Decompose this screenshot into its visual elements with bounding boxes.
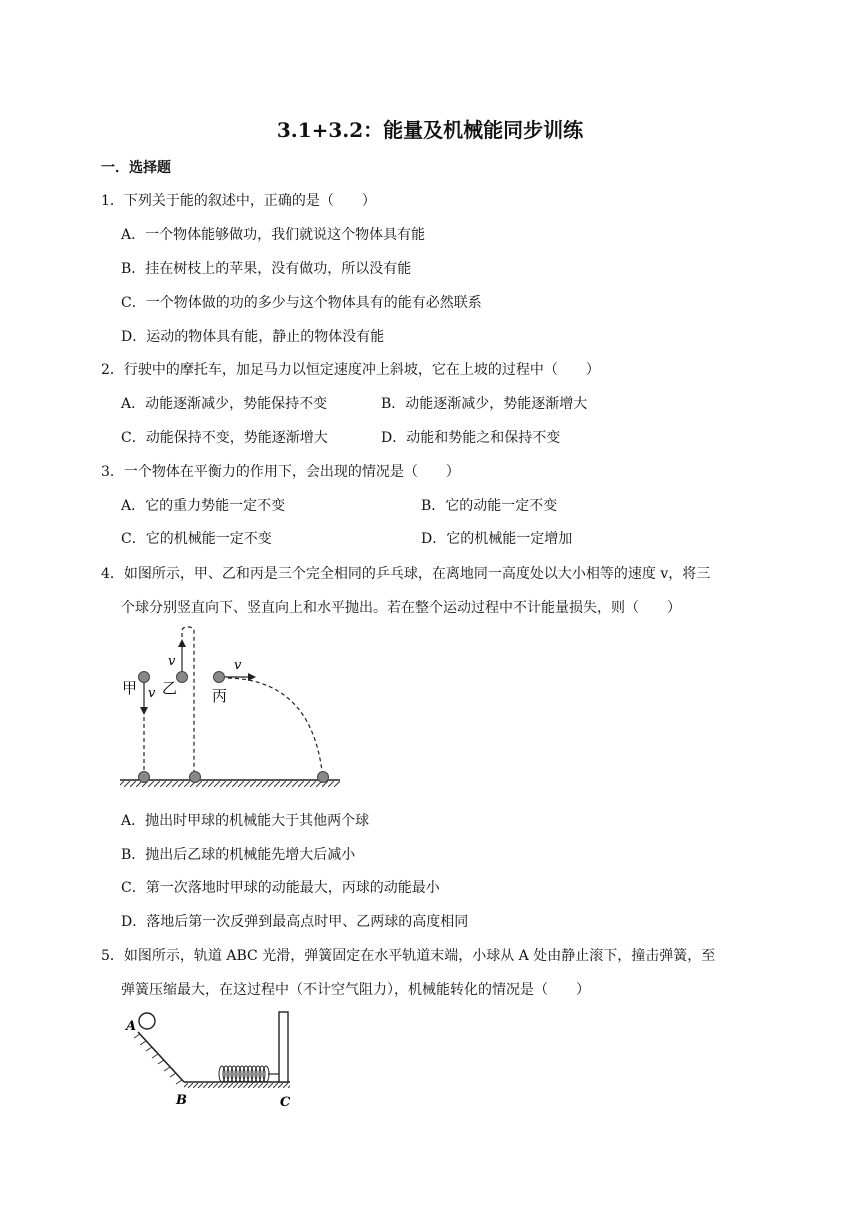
question-1 [101, 190, 376, 210]
ball-yi-ground [190, 772, 201, 783]
ball-bing-ground [318, 772, 329, 783]
slope-hatch [134, 1034, 182, 1084]
question-2 [101, 359, 600, 379]
q2-option-a: A．动能逐渐减少，势能保持不变 [121, 396, 328, 412]
question-number: 4． [101, 566, 124, 582]
spring [219, 1066, 269, 1082]
question-stem: 如图所示，轨道 ABC 光滑，弹簧固定在水平轨道末端，小球从 A 处由静止滚下，撞击弹簧，至 [123, 948, 716, 964]
question-number: 3． [101, 464, 124, 480]
q2-option-c: C．动能保持不变，势能逐渐增大 [121, 430, 328, 446]
question-4-line-1 [101, 563, 710, 583]
question-stem: 一个物体在平衡力的作用下，会出现的情况是（ ） [123, 464, 460, 480]
label-jia: 甲 [122, 679, 138, 697]
q2-option-d: D．动能和势能之和保持不变 [381, 430, 561, 446]
track-spring-figure [118, 1008, 308, 1108]
q4-option-a: A．抛出时甲球的机械能大于其他两个球 [121, 813, 370, 829]
q1-option-a: A．一个物体能够做功，我们就说这个物体具有能 [121, 227, 426, 243]
q4-option-d: D．落地后第一次反弹到最高点时甲、乙两球的高度相同 [121, 914, 469, 930]
label-c: C [280, 1095, 291, 1108]
ball-a [139, 1013, 155, 1029]
ball-jia-ground [139, 772, 150, 783]
label-yi: 乙 [162, 679, 178, 697]
q3-option-c: C．它的机械能一定不变 [121, 531, 272, 547]
arrowhead-yi [178, 639, 186, 647]
path-yi [182, 627, 194, 773]
question-stem: 下列关于能的叙述中，正确的是（ ） [123, 193, 376, 209]
q4-option-b: B．抛出后乙球的机械能先增大后减小 [121, 847, 356, 863]
q1-option-c: C．一个物体做的功的多少与这个物体具有的能有必然联系 [121, 295, 482, 311]
q4-option-c: C．第一次落地时甲球的动能最大，丙球的动能最小 [121, 880, 440, 896]
section-heading: 一．选择题 [101, 160, 171, 176]
label-v-yi: v [168, 654, 176, 669]
label-v-jia: v [148, 686, 156, 701]
q3-option-d: D．它的机械能一定增加 [421, 531, 573, 547]
label-a: A [126, 1019, 137, 1034]
question-stem: 行驶中的摩托车，加足马力以恒定速度冲上斜坡，它在上坡的过程中（ ） [123, 362, 600, 378]
slope-line [138, 1032, 184, 1082]
question-3 [101, 461, 460, 481]
q3-option-a: A．它的重力势能一定不变 [121, 498, 286, 514]
question-number: 1． [101, 193, 124, 209]
ball-bing [214, 672, 225, 683]
ground-hatch [120, 781, 340, 787]
ball-yi [177, 672, 188, 683]
page-title: 3.1+3.2：能量及机械能同步训练 [276, 118, 584, 142]
wall [279, 1012, 288, 1082]
q1-option-d: D．运动的物体具有能，静止的物体没有能 [121, 329, 385, 345]
label-v-bing: v [234, 658, 242, 673]
ball-jia [139, 672, 150, 683]
label-b: B [176, 1093, 187, 1108]
question-number: 2． [101, 362, 124, 378]
q1-option-b: B．挂在树枝上的苹果，没有做功，所以没有能 [121, 261, 412, 277]
arrowhead-jia [140, 707, 148, 715]
path-bing [228, 678, 322, 771]
question-number: 5． [101, 948, 124, 964]
track-hatch [184, 1083, 290, 1088]
question-stem: 如图所示，甲、乙和丙是三个完全相同的乒乓球，在离地同一高度处以大小相等的速度 v，将三 [123, 566, 711, 582]
question-5-line-2: 弹簧压缩最大，在这过程中（不计空气阻力），机械能转化的情况是（ ） [121, 982, 590, 998]
q2-option-b: B．动能逐渐减少，势能逐渐增大 [381, 396, 588, 412]
q3-option-b: B．它的动能一定不变 [421, 498, 558, 514]
question-4-line-2: 个球分别竖直向下、竖直向上和水平抛出。若在整个运动过程中不计能量损失，则（ ） [121, 600, 681, 616]
label-bing: 丙 [212, 687, 228, 705]
question-5-line-1 [101, 945, 715, 965]
ping-pong-figure [118, 625, 348, 795]
